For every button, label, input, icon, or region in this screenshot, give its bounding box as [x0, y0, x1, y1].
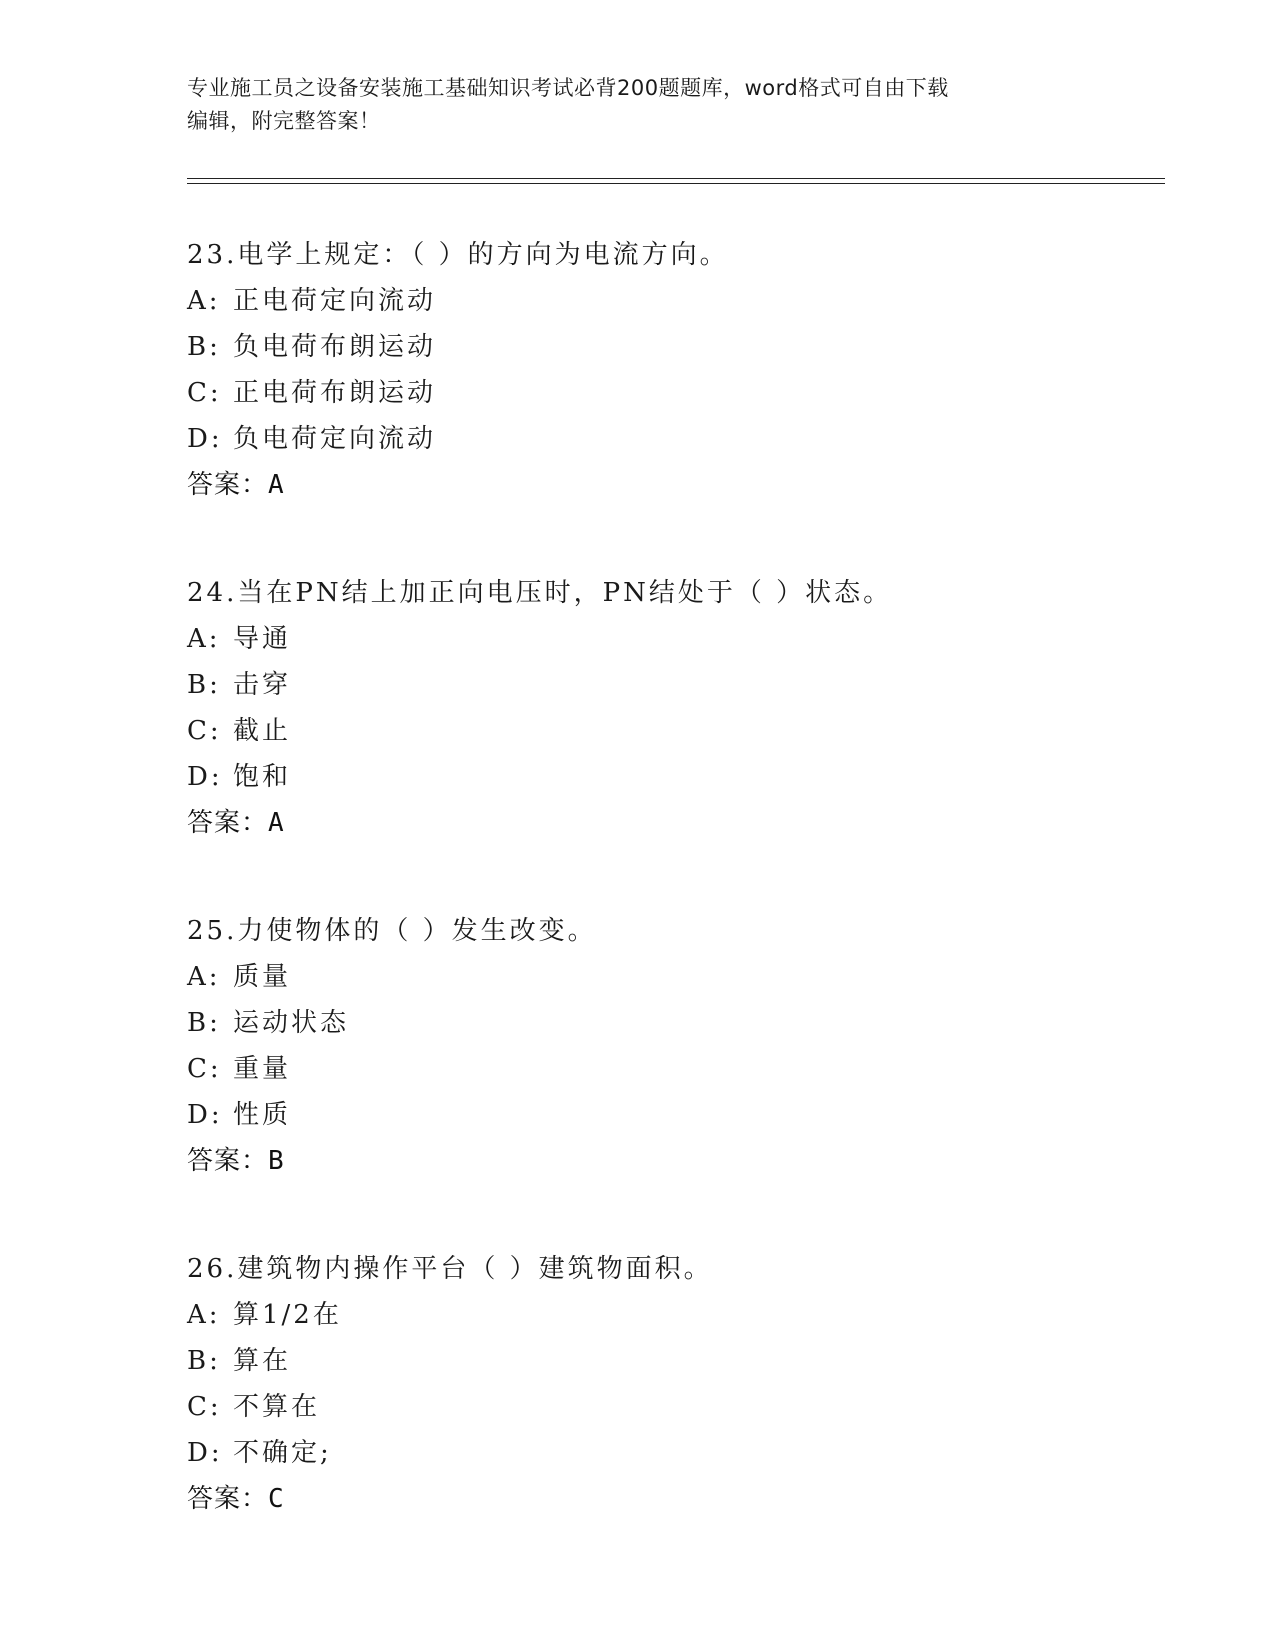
option-text: 负电荷布朗运动	[233, 332, 437, 362]
question-stem: 24.当在PN结上加正向电压时，PN结处于（ ）状态。	[187, 578, 893, 608]
option-c	[187, 370, 1167, 416]
option-letter: D:	[187, 424, 223, 454]
option-d	[187, 416, 1167, 462]
option-d	[187, 1430, 1167, 1476]
option-letter: A:	[187, 286, 221, 316]
option-text: 质量	[233, 962, 292, 992]
option-letter: C:	[187, 1392, 222, 1422]
question-23	[187, 232, 1167, 508]
option-text: 不算在	[233, 1392, 321, 1422]
option-letter: A:	[187, 962, 221, 992]
option-a	[187, 278, 1167, 324]
option-text: 击穿	[233, 670, 292, 700]
header-line-2: 编辑，附完整答案！	[187, 109, 381, 133]
option-text: 负电荷定向流动	[233, 424, 437, 454]
answer-line	[187, 462, 1167, 508]
option-c	[187, 1046, 1167, 1092]
option-a	[187, 954, 1167, 1000]
option-letter: B:	[187, 1346, 221, 1376]
question-24	[187, 570, 1167, 846]
option-text: 算1/2在	[233, 1300, 342, 1330]
option-letter: D:	[187, 762, 223, 792]
answer-line	[187, 1138, 1167, 1184]
question-25	[187, 908, 1167, 1184]
option-text: 重量	[233, 1054, 292, 1084]
option-letter: B:	[187, 1008, 221, 1038]
option-text: 不确定;	[233, 1438, 332, 1468]
answer-label: 答案：	[187, 808, 269, 838]
answer-line	[187, 800, 1167, 846]
header-divider-top	[187, 178, 1165, 179]
header-divider-bottom	[187, 183, 1165, 184]
question-list	[187, 232, 1167, 1584]
option-c	[187, 708, 1167, 754]
option-text: 饱和	[233, 762, 292, 792]
option-a	[187, 1292, 1167, 1338]
answer-line	[187, 1476, 1167, 1522]
option-text: 算在	[233, 1346, 292, 1376]
document-header	[187, 72, 1087, 138]
header-line-1: 专业施工员之设备安装施工基础知识考试必背200题题库，word格式可自由下载	[187, 76, 949, 100]
answer-value: A	[268, 470, 285, 500]
option-text: 正电荷布朗运动	[233, 378, 437, 408]
answer-label: 答案：	[187, 470, 269, 500]
option-b	[187, 1000, 1167, 1046]
option-letter: B:	[187, 670, 221, 700]
option-b	[187, 324, 1167, 370]
answer-label: 答案：	[187, 1484, 269, 1514]
answer-label: 答案：	[187, 1146, 269, 1176]
option-c	[187, 1384, 1167, 1430]
option-letter: B:	[187, 332, 221, 362]
option-letter: A:	[187, 1300, 221, 1330]
option-a	[187, 616, 1167, 662]
option-letter: D:	[187, 1438, 223, 1468]
option-b	[187, 662, 1167, 708]
option-text: 截止	[233, 716, 292, 746]
option-text: 性质	[233, 1100, 292, 1130]
option-text: 正电荷定向流动	[233, 286, 437, 316]
question-stem: 23.电学上规定：（ ）的方向为电流方向。	[187, 240, 729, 270]
question-stem: 26.建筑物内操作平台（ ）建筑物面积。	[187, 1254, 713, 1284]
answer-value: A	[268, 808, 285, 838]
option-b	[187, 1338, 1167, 1384]
option-text: 导通	[233, 624, 292, 654]
option-text: 运动状态	[233, 1008, 350, 1038]
option-letter: D:	[187, 1100, 223, 1130]
question-26	[187, 1246, 1167, 1522]
option-letter: A:	[187, 624, 221, 654]
option-letter: C:	[187, 378, 222, 408]
option-d	[187, 754, 1167, 800]
option-d	[187, 1092, 1167, 1138]
option-letter: C:	[187, 1054, 222, 1084]
option-letter: C:	[187, 716, 222, 746]
answer-value: C	[268, 1484, 285, 1514]
answer-value: B	[268, 1146, 285, 1176]
question-stem: 25.力使物体的（ ）发生改变。	[187, 916, 597, 946]
